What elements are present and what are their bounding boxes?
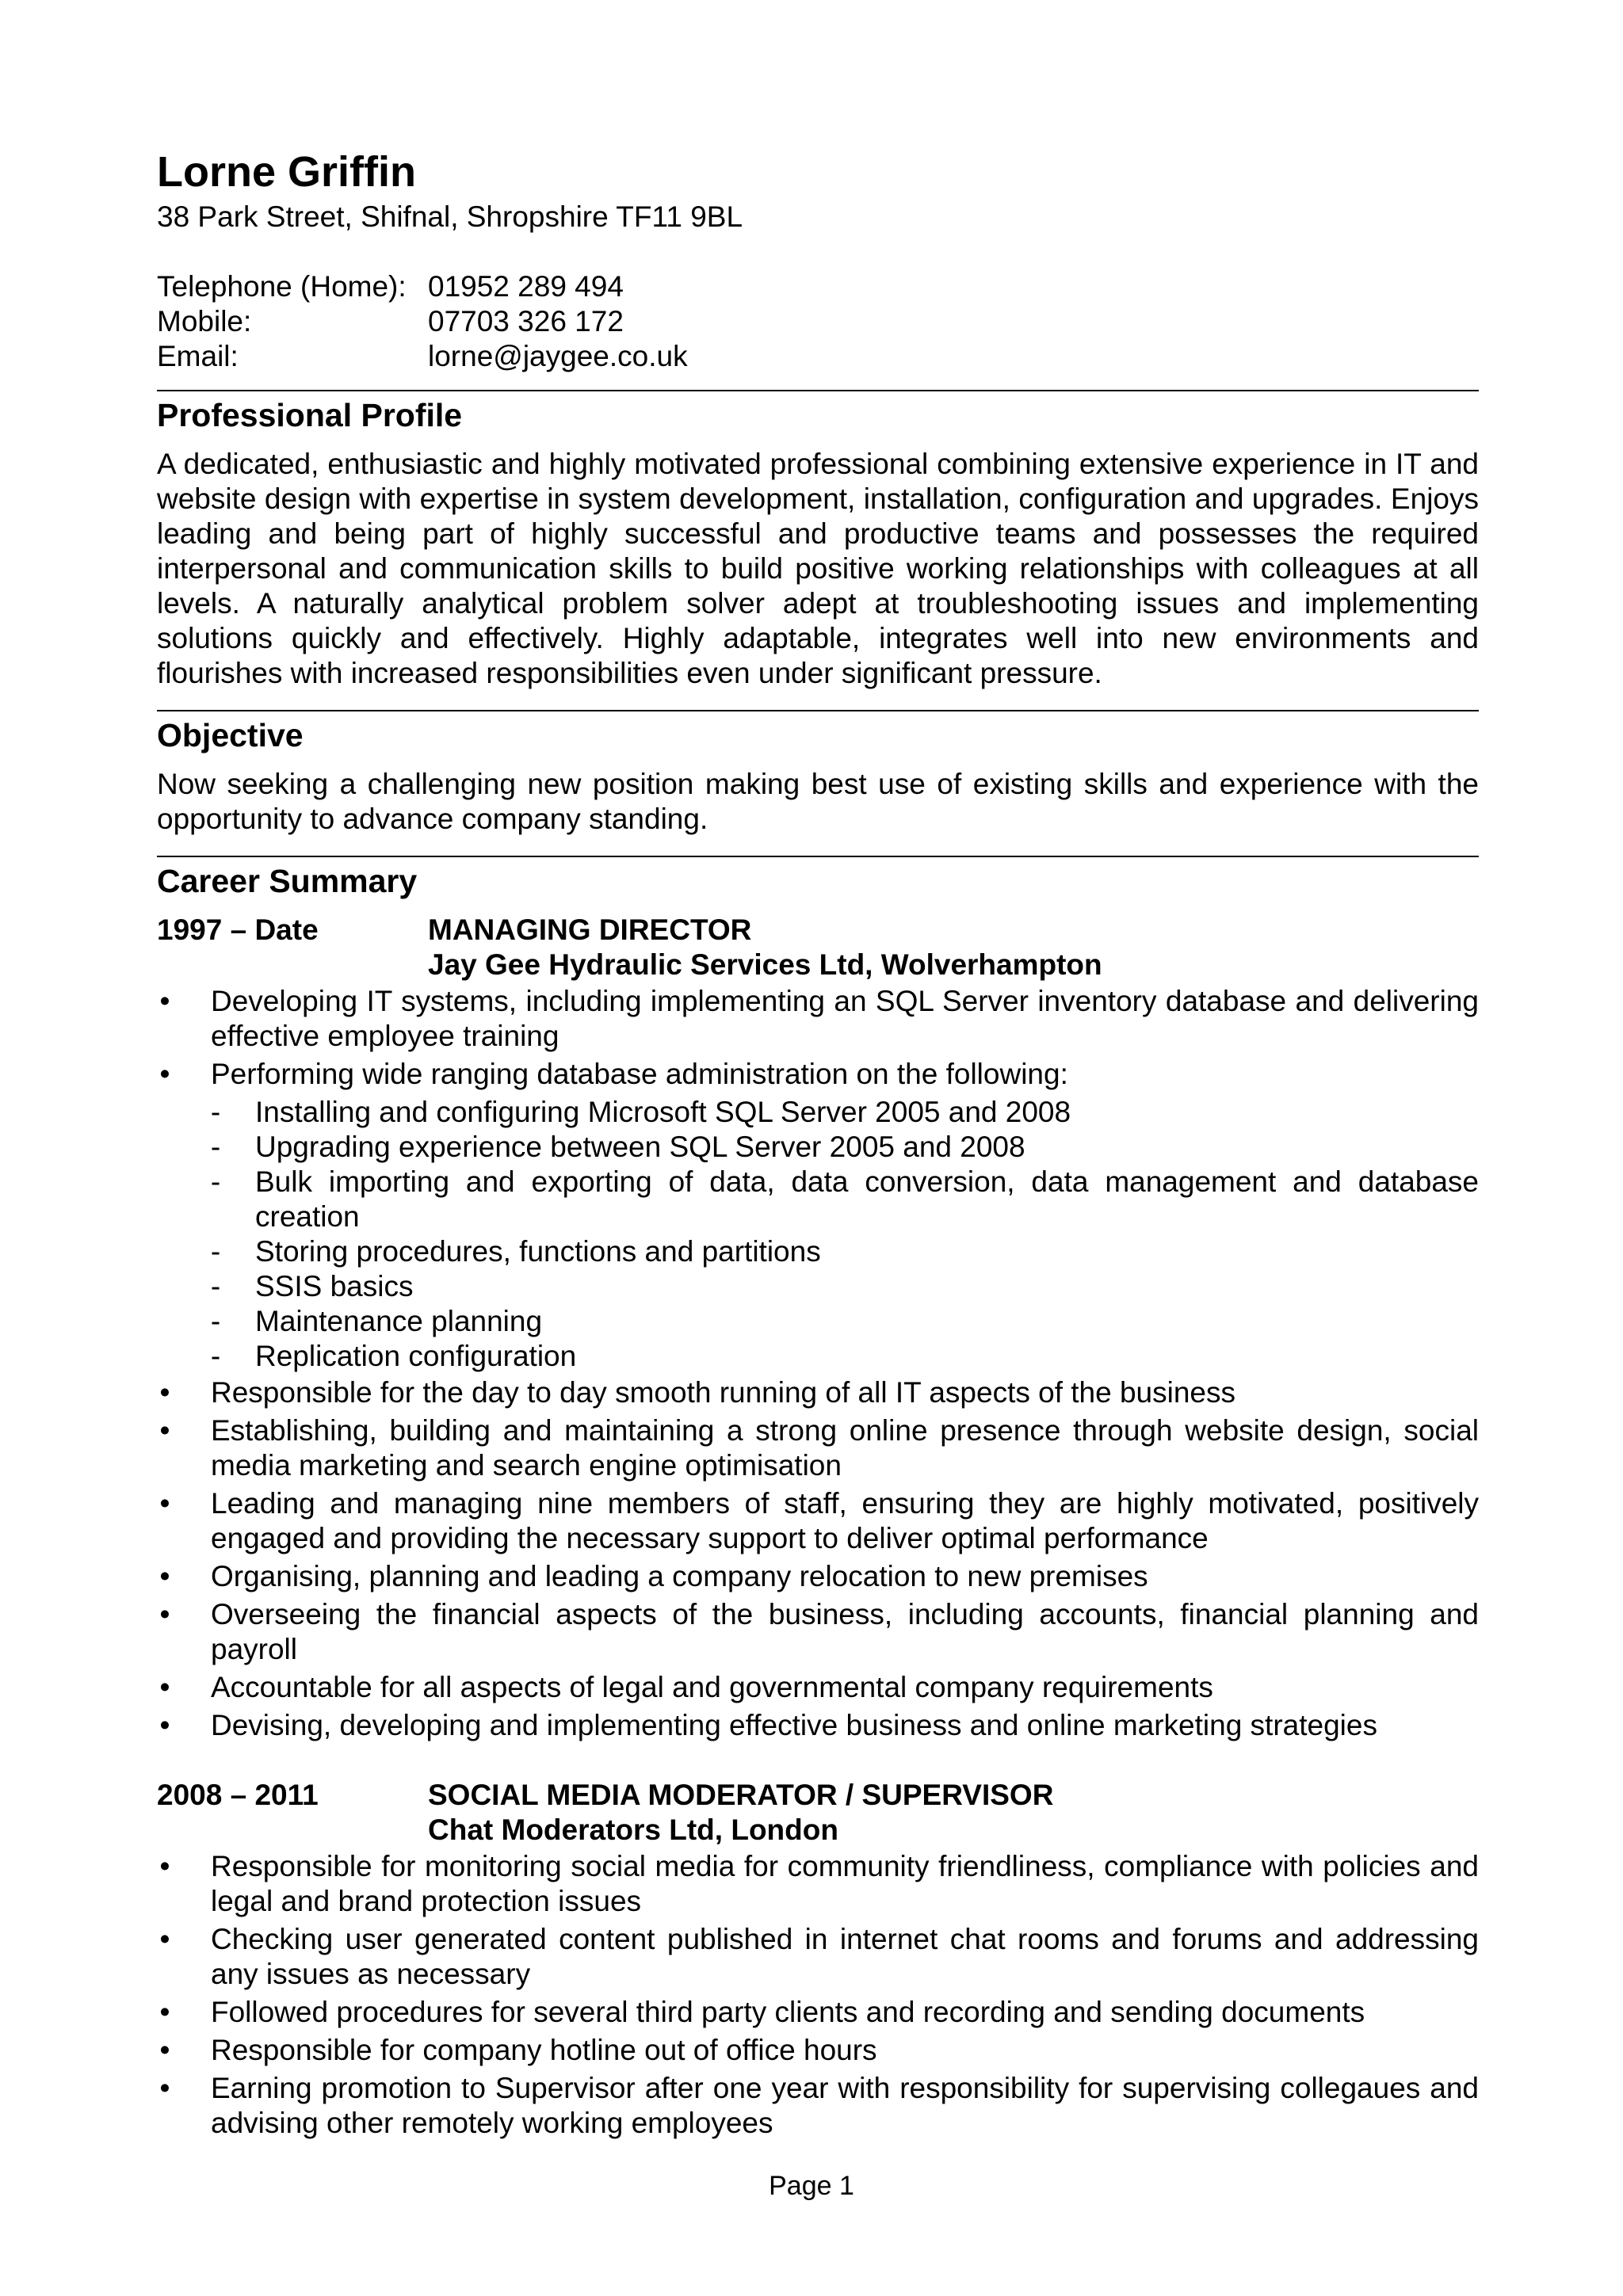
- list-item-text: Responsible for monitoring social media for community friendliness, compliance with policies and legal and brand protection issues: [211, 1850, 1479, 1917]
- job-titles: [428, 913, 1102, 982]
- list-item-text: Followed procedures for several third party clients and recording and sending documents: [211, 1996, 1365, 2028]
- job-header: [157, 1778, 1479, 1848]
- list-item: [157, 1849, 1479, 1919]
- list-item: [157, 1995, 1479, 2030]
- list-item-text: Overseeing the financial aspects of the business, including accounts, financial planning and payroll: [211, 1598, 1479, 1665]
- bullet-icon: •: [159, 1560, 170, 1592]
- list-item: [157, 984, 1479, 1054]
- section-divider: [157, 390, 1479, 391]
- dash-icon: -: [210, 1340, 221, 1372]
- bullet-icon: •: [159, 2034, 170, 2066]
- list-item-text: Earning promotion to Supervisor after one year with responsibility for supervising collegaues and advising other remotely working employees: [211, 2072, 1479, 2139]
- bullet-icon: •: [159, 1923, 170, 1955]
- list-item-text: Replication configuration: [255, 1340, 577, 1372]
- section-title-profile: Professional Profile: [157, 397, 463, 433]
- sub-list-item: [211, 1095, 1479, 1130]
- section-divider: [157, 856, 1479, 857]
- list-item: [157, 1708, 1479, 1743]
- bullet-icon: •: [159, 1709, 170, 1741]
- list-item-text: Maintenance planning: [255, 1305, 543, 1337]
- list-item-text: SSIS basics: [255, 1270, 414, 1302]
- contact-row-telephone: [157, 269, 1479, 304]
- list-item: [157, 1486, 1479, 1556]
- contact-value: lorne@jaygee.co.uk: [428, 340, 688, 372]
- list-item-text: Storing procedures, functions and partitions: [255, 1235, 821, 1268]
- dash-icon: -: [210, 1096, 221, 1128]
- contact-row-mobile: [157, 304, 1479, 339]
- sub-list-item: [211, 1304, 1479, 1339]
- dash-icon: -: [210, 1305, 221, 1337]
- contact-value: 07703 326 172: [428, 305, 624, 338]
- list-item-text: Establishing, building and maintaining a strong online presence through website design, social media marketing and search engine optimisation: [211, 1414, 1479, 1482]
- list-item-text: Organising, planning and leading a company relocation to new premises: [211, 1560, 1148, 1592]
- list-item: [157, 1670, 1479, 1705]
- list-item-text: Responsible for company hotline out of office hours: [211, 2034, 877, 2066]
- dash-icon: -: [210, 1131, 221, 1163]
- contact-label: Mobile:: [157, 305, 252, 338]
- list-item-text: Bulk importing and exporting of data, data conversion, data management and database creation: [255, 1165, 1479, 1233]
- job-company: Jay Gee Hydraulic Services Ltd, Wolverhampton: [428, 948, 1102, 981]
- contact-label: Telephone (Home):: [157, 270, 407, 303]
- contact-row-email: [157, 339, 1479, 374]
- address: 38 Park Street, Shifnal, Shropshire TF11 9BL: [157, 200, 743, 233]
- bullet-icon: •: [159, 1414, 170, 1447]
- sub-list-item: [211, 1130, 1479, 1165]
- sub-list-item: [211, 1165, 1479, 1234]
- list-item-text: Upgrading experience between SQL Server 2005 and 2008: [255, 1131, 1025, 1163]
- job-sub-duties: [157, 1095, 1479, 1374]
- job-duties: [157, 984, 1479, 1092]
- bullet-icon: •: [159, 1671, 170, 1703]
- list-item: [157, 1413, 1479, 1483]
- section-title-career: Career Summary: [157, 863, 418, 899]
- list-item: [157, 1375, 1479, 1410]
- candidate-name: Lorne Griffin: [157, 148, 416, 196]
- section-title-objective: Objective: [157, 717, 304, 753]
- contact-value: 01952 289 494: [428, 270, 624, 303]
- contact-label: Email:: [157, 340, 239, 372]
- job-entry: [157, 1778, 1479, 2141]
- list-item: [157, 1922, 1479, 1992]
- list-item-text: Checking user generated content published in internet chat rooms and forums and addressing any issues as necessary: [211, 1923, 1479, 1990]
- page-number: Page 1: [769, 2171, 854, 2201]
- dash-icon: -: [210, 1165, 221, 1198]
- job-titles: [428, 1778, 1053, 1848]
- objective-text: Now seeking a challenging new position making best use of existing skills and experience with the opportunity to advance company standing.: [157, 768, 1479, 835]
- bullet-icon: •: [159, 1487, 170, 1520]
- job-header: [157, 913, 1479, 982]
- list-item-text: Responsible for the day to day smooth running of all IT aspects of the business: [211, 1376, 1236, 1409]
- list-item-text: Devising, developing and implementing effective business and online marketing strategies: [211, 1709, 1377, 1741]
- bullet-icon: •: [159, 2072, 170, 2104]
- list-item: [157, 1597, 1479, 1667]
- resume-page: [157, 148, 1479, 2144]
- sub-list-item: [211, 1234, 1479, 1269]
- bullet-icon: •: [159, 1058, 170, 1090]
- job-duties-continued: [157, 1375, 1479, 1743]
- list-item: [157, 1057, 1479, 1092]
- job-duties: [157, 1849, 1479, 2141]
- list-item-text: Leading and managing nine members of staff, ensuring they are highly motivated, positively engaged and providing the necessary support to deliver optimal performance: [211, 1487, 1479, 1554]
- job-role: SOCIAL MEDIA MODERATOR / SUPERVISOR: [428, 1779, 1054, 1811]
- job-entry: [157, 913, 1479, 1743]
- job-dates: 1997 – Date: [157, 913, 319, 946]
- list-item-text: Installing and configuring Microsoft SQL Server 2005 and 2008: [255, 1096, 1071, 1128]
- job-dates: 2008 – 2011: [157, 1779, 319, 1811]
- job-company: Chat Moderators Ltd, London: [428, 1814, 838, 1846]
- list-item: [157, 1559, 1479, 1594]
- dash-icon: -: [210, 1270, 221, 1302]
- list-item-text: Accountable for all aspects of legal and governmental company requirements: [211, 1671, 1213, 1703]
- bullet-icon: •: [159, 985, 170, 1017]
- bullet-icon: •: [159, 1996, 170, 2028]
- bullet-icon: •: [159, 1598, 170, 1630]
- section-divider: [157, 710, 1479, 711]
- profile-text: A dedicated, enthusiastic and highly motivated professional combining extensive experience in IT and website design with expertise in system development, installation, configuration and upgrades. Enjoys leading and being part of highly successful and productive teams and possesses the required interpersonal and communication skills to build positive working relationships with colleagues at all levels. A naturally analytical problem solver adept at troubleshooting issues and implementing solutions quickly and effectively. Highly adaptable, integrates well into new environments and flourishes with increased responsibilities even under significant pressure.: [157, 448, 1479, 689]
- bullet-icon: •: [159, 1850, 170, 1882]
- list-item: [157, 2033, 1479, 2068]
- sub-list-item: [211, 1269, 1479, 1304]
- dash-icon: -: [210, 1235, 221, 1268]
- list-item-text: Developing IT systems, including implementing an SQL Server inventory database and delivering effective employee training: [211, 985, 1479, 1052]
- contact-details: [157, 269, 1479, 374]
- list-item-text: Performing wide ranging database administration on the following:: [211, 1058, 1068, 1090]
- sub-list-item: [211, 1339, 1479, 1374]
- list-item: [157, 2071, 1479, 2141]
- bullet-icon: •: [159, 1376, 170, 1409]
- job-role: MANAGING DIRECTOR: [428, 913, 752, 946]
